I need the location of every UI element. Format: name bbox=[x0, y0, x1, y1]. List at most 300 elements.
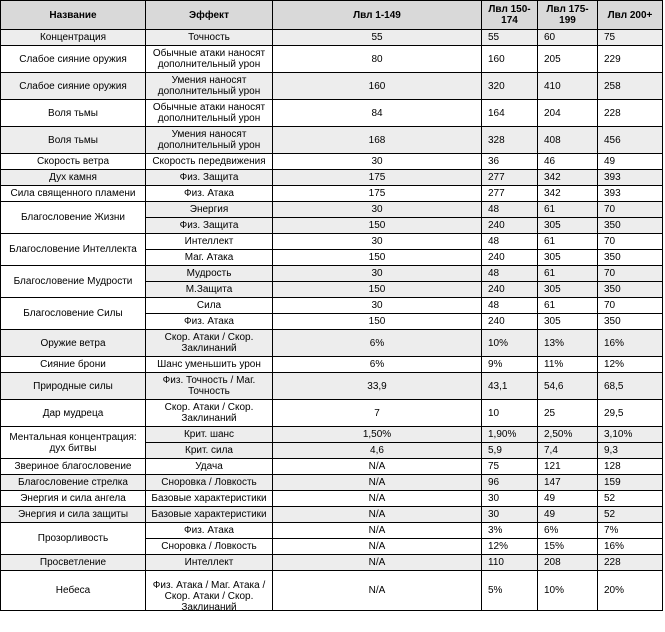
value-lvl-1-149-text: 30 bbox=[371, 204, 383, 215]
buff-effect-text: Умения наносят дополнительный урон bbox=[157, 75, 261, 97]
value-lvl-175-199 bbox=[538, 507, 598, 523]
value-lvl-150-174 bbox=[482, 507, 538, 523]
buff-name bbox=[1, 330, 146, 357]
buff-effect bbox=[146, 30, 273, 46]
value-lvl-200 bbox=[598, 170, 663, 186]
buff-name bbox=[1, 555, 146, 571]
table-row bbox=[1, 266, 663, 282]
buff-name bbox=[1, 459, 146, 475]
value-lvl-150-174-text: 75 bbox=[488, 461, 500, 472]
value-lvl-150-174 bbox=[482, 523, 538, 539]
buff-name-text: Скорость ветра bbox=[36, 156, 110, 167]
buff-name-text: Слабое сияние оружия bbox=[19, 53, 127, 65]
value-lvl-150-174-text: 12% bbox=[488, 541, 509, 552]
buff-effect-text: Физ. Атака / Маг. Атака / Скор. Атаки / Скор. Заклинаний bbox=[152, 579, 266, 613]
header-row bbox=[1, 1, 663, 30]
value-lvl-200-text: 70 bbox=[604, 300, 616, 311]
table-row bbox=[1, 459, 663, 475]
value-lvl-175-199 bbox=[538, 330, 598, 357]
value-lvl-1-149 bbox=[273, 250, 482, 266]
buff-effect-text: Энергия bbox=[189, 204, 229, 215]
value-lvl-150-174-text: 1,90% bbox=[488, 429, 517, 440]
value-lvl-150-174-text: 48 bbox=[488, 204, 500, 215]
buff-name-text: Дар мудреца bbox=[42, 407, 104, 419]
value-lvl-200-text: 70 bbox=[604, 268, 616, 279]
buff-effect bbox=[146, 491, 273, 507]
table-row bbox=[1, 46, 663, 73]
value-lvl-175-199-text: 7,4 bbox=[544, 445, 558, 456]
value-lvl-1-149 bbox=[273, 30, 482, 46]
value-lvl-150-174 bbox=[482, 186, 538, 202]
buff-effect bbox=[146, 100, 273, 127]
value-lvl-150-174-text: 160 bbox=[488, 53, 505, 65]
value-lvl-150-174-text: 5% bbox=[488, 585, 503, 596]
value-lvl-150-174-text: 240 bbox=[488, 220, 505, 231]
value-lvl-175-199-text: 11% bbox=[544, 359, 564, 370]
buff-name bbox=[1, 202, 146, 234]
value-lvl-150-174 bbox=[482, 373, 538, 400]
value-lvl-200-text: 350 bbox=[604, 252, 621, 263]
value-lvl-175-199-text: 342 bbox=[544, 172, 561, 183]
value-lvl-200 bbox=[598, 427, 663, 443]
value-lvl-200 bbox=[598, 314, 663, 330]
value-lvl-200-text: 128 bbox=[604, 461, 621, 472]
buff-name-text: Небеса bbox=[55, 585, 91, 596]
value-lvl-175-199-text: 305 bbox=[544, 316, 561, 327]
value-lvl-175-199-text: 410 bbox=[544, 80, 561, 92]
value-lvl-1-149-text: 55 bbox=[371, 32, 383, 43]
value-lvl-1-149 bbox=[273, 555, 482, 571]
buff-name-text: Звериное благословение bbox=[14, 461, 132, 472]
value-lvl-150-174-text: 36 bbox=[488, 156, 500, 167]
value-lvl-1-149 bbox=[273, 443, 482, 459]
value-lvl-150-174-text: 3% bbox=[488, 525, 503, 536]
value-lvl-175-199 bbox=[538, 46, 598, 73]
value-lvl-150-174 bbox=[482, 170, 538, 186]
value-lvl-200 bbox=[598, 186, 663, 202]
value-lvl-1-149 bbox=[273, 154, 482, 170]
value-lvl-200-text: 258 bbox=[604, 80, 621, 92]
value-lvl-200 bbox=[598, 298, 663, 314]
buff-effect bbox=[146, 186, 273, 202]
value-lvl-150-174 bbox=[482, 357, 538, 373]
buff-effect-text: Базовые характеристики bbox=[151, 493, 267, 504]
value-lvl-200-text: 12% bbox=[604, 359, 625, 370]
value-lvl-175-199-text: 204 bbox=[544, 107, 561, 119]
buff-effect-text: Умения наносят дополнительный урон bbox=[157, 129, 261, 151]
value-lvl-175-199-text: 121 bbox=[544, 461, 561, 472]
buff-effect bbox=[146, 127, 273, 154]
value-lvl-1-149-text: 30 bbox=[371, 236, 383, 247]
value-lvl-200 bbox=[598, 400, 663, 427]
buff-name bbox=[1, 427, 146, 459]
value-lvl-1-149 bbox=[273, 127, 482, 154]
value-lvl-150-174 bbox=[482, 298, 538, 314]
value-lvl-200 bbox=[598, 154, 663, 170]
value-lvl-1-149 bbox=[273, 507, 482, 523]
value-lvl-150-174-text: 10% bbox=[488, 337, 509, 349]
value-lvl-175-199-text: 46 bbox=[544, 156, 556, 167]
value-lvl-150-174 bbox=[482, 400, 538, 427]
table-row bbox=[1, 154, 663, 170]
value-lvl-1-149-text: 150 bbox=[368, 284, 386, 295]
value-lvl-1-149-text: N/A bbox=[368, 585, 386, 596]
buff-effect-text: Интеллект bbox=[184, 557, 234, 568]
value-lvl-1-149-text: 1,50% bbox=[362, 429, 392, 440]
buff-name bbox=[1, 170, 146, 186]
buff-name bbox=[1, 186, 146, 202]
value-lvl-175-199 bbox=[538, 73, 598, 100]
buff-name-text: Благословение Интеллекта bbox=[9, 244, 137, 255]
value-lvl-175-199-text: 6% bbox=[544, 525, 559, 536]
header-lvl-200: Лвл 200+ bbox=[598, 1, 663, 30]
buff-name bbox=[1, 234, 146, 266]
table-row bbox=[1, 73, 663, 100]
value-lvl-1-149 bbox=[273, 100, 482, 127]
buff-name bbox=[1, 266, 146, 298]
value-lvl-1-149 bbox=[273, 571, 482, 611]
buff-name bbox=[1, 571, 146, 611]
value-lvl-1-149-text: N/A bbox=[368, 525, 386, 536]
buff-name-text: Благословение Мудрости bbox=[13, 276, 133, 287]
value-lvl-200 bbox=[598, 491, 663, 507]
value-lvl-175-199 bbox=[538, 250, 598, 266]
buff-effect bbox=[146, 555, 273, 571]
table-body bbox=[1, 30, 663, 611]
value-lvl-175-199-text: 13% bbox=[544, 337, 565, 349]
header-lvl-1-149: Лвл 1-149 bbox=[273, 1, 482, 30]
value-lvl-150-174 bbox=[482, 555, 538, 571]
value-lvl-175-199 bbox=[538, 555, 598, 571]
value-lvl-1-149 bbox=[273, 357, 482, 373]
value-lvl-1-149-text: 6% bbox=[369, 359, 385, 370]
buff-effect-text: М.Защита bbox=[185, 284, 233, 295]
buff-effect-text: Сноровка / Ловкость bbox=[161, 541, 257, 552]
value-lvl-200 bbox=[598, 330, 663, 357]
header-name: Название bbox=[1, 1, 146, 30]
buff-effect bbox=[146, 73, 273, 100]
value-lvl-200-text: 70 bbox=[604, 236, 616, 247]
value-lvl-175-199-text: 15% bbox=[544, 541, 565, 552]
value-lvl-175-199 bbox=[538, 202, 598, 218]
buff-name bbox=[1, 127, 146, 154]
buff-name-text: Благословение стрелка bbox=[18, 477, 128, 488]
value-lvl-1-149 bbox=[273, 218, 482, 234]
buff-effect-text: Крит. сила bbox=[185, 445, 233, 456]
value-lvl-200 bbox=[598, 266, 663, 282]
value-lvl-150-174-text: 48 bbox=[488, 300, 500, 311]
buff-effect bbox=[146, 443, 273, 459]
value-lvl-200-text: 456 bbox=[604, 134, 621, 146]
value-lvl-175-199-text: 54,6 bbox=[544, 380, 564, 392]
table-row bbox=[1, 427, 663, 443]
value-lvl-200-text: 350 bbox=[604, 220, 621, 231]
value-lvl-150-174 bbox=[482, 282, 538, 298]
value-lvl-200 bbox=[598, 539, 663, 555]
value-lvl-175-199 bbox=[538, 443, 598, 459]
value-lvl-150-174-text: 164 bbox=[488, 107, 505, 119]
buff-effect-text: Скор. Атаки / Скор. Заклинаний bbox=[164, 402, 254, 424]
table-row bbox=[1, 100, 663, 127]
buff-effect-text: Физ. Атака bbox=[184, 188, 234, 199]
buff-effect-text: Обычные атаки наносят дополнительный урон bbox=[152, 48, 266, 70]
value-lvl-200-text: 9,3 bbox=[604, 445, 618, 456]
value-lvl-150-174 bbox=[482, 30, 538, 46]
value-lvl-1-149 bbox=[273, 330, 482, 357]
value-lvl-1-149 bbox=[273, 266, 482, 282]
buff-effect-text: Шанс уменьшить урон bbox=[157, 359, 261, 370]
value-lvl-150-174 bbox=[482, 73, 538, 100]
buff-name-text: Оружие ветра bbox=[40, 337, 106, 349]
value-lvl-150-174 bbox=[482, 46, 538, 73]
header-lvl-175-199: Лвл 175-199 bbox=[538, 1, 598, 30]
value-lvl-150-174 bbox=[482, 250, 538, 266]
buff-name-text: Слабое сияние оружия bbox=[19, 80, 127, 92]
value-lvl-200 bbox=[598, 443, 663, 459]
buff-effect-text: Базовые характеристики bbox=[151, 509, 267, 520]
value-lvl-150-174 bbox=[482, 127, 538, 154]
value-lvl-175-199-text: 305 bbox=[544, 220, 561, 231]
table-row bbox=[1, 202, 663, 218]
table-row bbox=[1, 523, 663, 539]
value-lvl-175-199-text: 61 bbox=[544, 268, 556, 279]
buff-name bbox=[1, 507, 146, 523]
value-lvl-175-199 bbox=[538, 234, 598, 250]
value-lvl-200-text: 393 bbox=[604, 172, 621, 183]
value-lvl-200 bbox=[598, 234, 663, 250]
buff-effect bbox=[146, 459, 273, 475]
table-row bbox=[1, 555, 663, 571]
buff-name-text: Природные силы bbox=[33, 380, 113, 392]
table-row bbox=[1, 170, 663, 186]
value-lvl-1-149-text: N/A bbox=[368, 493, 386, 504]
buff-effect bbox=[146, 202, 273, 218]
value-lvl-200 bbox=[598, 571, 663, 611]
value-lvl-1-149 bbox=[273, 459, 482, 475]
buff-name-text: Энергия и сила ангела bbox=[20, 493, 126, 504]
value-lvl-175-199-text: 2,50% bbox=[544, 429, 573, 440]
value-lvl-200-text: 229 bbox=[604, 53, 621, 65]
value-lvl-1-149 bbox=[273, 400, 482, 427]
value-lvl-175-199 bbox=[538, 427, 598, 443]
value-lvl-175-199-text: 49 bbox=[544, 493, 556, 504]
value-lvl-200 bbox=[598, 507, 663, 523]
buff-name-text: Концентрация bbox=[39, 32, 107, 43]
value-lvl-175-199-text: 305 bbox=[544, 252, 561, 263]
buff-effect bbox=[146, 154, 273, 170]
value-lvl-200-text: 228 bbox=[604, 557, 621, 568]
value-lvl-150-174-text: 240 bbox=[488, 252, 505, 263]
value-lvl-150-174 bbox=[482, 427, 538, 443]
buff-name bbox=[1, 100, 146, 127]
value-lvl-1-149 bbox=[273, 73, 482, 100]
buff-effect-text: Сила bbox=[196, 300, 222, 311]
value-lvl-175-199-text: 208 bbox=[544, 557, 561, 568]
buff-name-text: Сияние брони bbox=[40, 359, 106, 370]
value-lvl-175-199 bbox=[538, 298, 598, 314]
value-lvl-1-149-text: 160 bbox=[368, 80, 386, 92]
value-lvl-150-174 bbox=[482, 202, 538, 218]
value-lvl-1-149-text: 7 bbox=[374, 407, 380, 419]
buff-name-text: Воля тьмы bbox=[48, 134, 98, 146]
value-lvl-175-199-text: 49 bbox=[544, 509, 556, 520]
table-row bbox=[1, 330, 663, 357]
buff-name-text: Благословение Жизни bbox=[20, 212, 126, 223]
buff-effect bbox=[146, 373, 273, 400]
buff-effect bbox=[146, 250, 273, 266]
value-lvl-1-149-text: N/A bbox=[368, 509, 386, 520]
table-row bbox=[1, 357, 663, 373]
value-lvl-150-174-text: 10 bbox=[488, 407, 500, 419]
value-lvl-150-174 bbox=[482, 314, 538, 330]
value-lvl-175-199 bbox=[538, 100, 598, 127]
buff-name bbox=[1, 73, 146, 100]
buff-name bbox=[1, 46, 146, 73]
value-lvl-1-149-text: 84 bbox=[371, 107, 383, 119]
buff-name-text: Ментальная концентрация: дух битвы bbox=[9, 431, 137, 454]
value-lvl-175-199 bbox=[538, 373, 598, 400]
value-lvl-200 bbox=[598, 459, 663, 475]
value-lvl-175-199 bbox=[538, 571, 598, 611]
buff-effect bbox=[146, 282, 273, 298]
value-lvl-1-149-text: 150 bbox=[368, 220, 386, 231]
value-lvl-1-149-text: 33,9 bbox=[367, 380, 387, 392]
value-lvl-175-199-text: 61 bbox=[544, 300, 556, 311]
value-lvl-1-149-text: 30 bbox=[371, 268, 383, 279]
buff-name bbox=[1, 400, 146, 427]
value-lvl-1-149-text: 150 bbox=[368, 316, 386, 327]
value-lvl-200-text: 16% bbox=[604, 541, 625, 552]
value-lvl-200 bbox=[598, 30, 663, 46]
value-lvl-175-199-text: 61 bbox=[544, 236, 556, 247]
value-lvl-150-174 bbox=[482, 218, 538, 234]
value-lvl-150-174 bbox=[482, 443, 538, 459]
value-lvl-175-199 bbox=[538, 282, 598, 298]
value-lvl-175-199-text: 147 bbox=[544, 477, 561, 488]
value-lvl-175-199 bbox=[538, 459, 598, 475]
buff-effect bbox=[146, 427, 273, 443]
header-lvl-150-174: Лвл 150-174 bbox=[482, 1, 538, 30]
value-lvl-200 bbox=[598, 250, 663, 266]
value-lvl-200 bbox=[598, 127, 663, 154]
value-lvl-175-199-text: 10% bbox=[544, 585, 565, 596]
buff-name-text: Благословение Силы bbox=[23, 308, 123, 319]
value-lvl-175-199 bbox=[538, 154, 598, 170]
value-lvl-150-174 bbox=[482, 491, 538, 507]
value-lvl-175-199 bbox=[538, 266, 598, 282]
buff-name bbox=[1, 491, 146, 507]
value-lvl-1-149-text: 80 bbox=[371, 53, 383, 65]
table-row bbox=[1, 491, 663, 507]
value-lvl-150-174-text: 30 bbox=[488, 493, 500, 504]
value-lvl-1-149 bbox=[273, 314, 482, 330]
value-lvl-200-text: 7% bbox=[604, 525, 619, 536]
buff-effect-text: Удача bbox=[195, 461, 223, 472]
value-lvl-175-199 bbox=[538, 218, 598, 234]
buff-effect-text: Маг. Атака bbox=[184, 252, 234, 263]
value-lvl-150-174-text: 48 bbox=[488, 236, 500, 247]
buff-effect-text: Точность bbox=[188, 32, 230, 43]
buff-effect bbox=[146, 218, 273, 234]
value-lvl-1-149-text: 4,6 bbox=[370, 445, 384, 456]
buff-effect-text: Физ. Защита bbox=[179, 172, 239, 183]
value-lvl-1-149 bbox=[273, 170, 482, 186]
buff-name-text: Прозорливость bbox=[37, 533, 109, 544]
value-lvl-175-199 bbox=[538, 30, 598, 46]
value-lvl-175-199 bbox=[538, 400, 598, 427]
table-row bbox=[1, 507, 663, 523]
value-lvl-150-174-text: 30 bbox=[488, 509, 500, 520]
value-lvl-200 bbox=[598, 73, 663, 100]
value-lvl-150-174-text: 96 bbox=[488, 477, 500, 488]
value-lvl-150-174-text: 240 bbox=[488, 284, 505, 295]
value-lvl-150-174 bbox=[482, 459, 538, 475]
value-lvl-175-199-text: 205 bbox=[544, 53, 561, 65]
value-lvl-200 bbox=[598, 282, 663, 298]
value-lvl-175-199 bbox=[538, 357, 598, 373]
value-lvl-1-149 bbox=[273, 234, 482, 250]
buff-name bbox=[1, 373, 146, 400]
buff-effect-text: Скор. Атаки / Скор. Заклинаний bbox=[164, 332, 254, 354]
value-lvl-1-149 bbox=[273, 186, 482, 202]
value-lvl-200-text: 20% bbox=[604, 585, 625, 596]
table-row bbox=[1, 127, 663, 154]
value-lvl-1-149-text: N/A bbox=[368, 541, 386, 552]
value-lvl-1-149 bbox=[273, 298, 482, 314]
value-lvl-200 bbox=[598, 475, 663, 491]
value-lvl-175-199-text: 342 bbox=[544, 188, 561, 199]
buff-effect bbox=[146, 475, 273, 491]
buff-effect bbox=[146, 234, 273, 250]
buff-name bbox=[1, 357, 146, 373]
buff-name-text: Энергия и сила защиты bbox=[17, 509, 129, 520]
value-lvl-150-174 bbox=[482, 330, 538, 357]
value-lvl-200-text: 228 bbox=[604, 107, 621, 119]
buff-effect-text: Физ. Защита bbox=[179, 220, 239, 231]
value-lvl-175-199 bbox=[538, 314, 598, 330]
buff-effect bbox=[146, 330, 273, 357]
buff-effect bbox=[146, 298, 273, 314]
value-lvl-1-149-text: 30 bbox=[371, 156, 383, 167]
value-lvl-1-149-text: 30 bbox=[371, 300, 383, 311]
buff-effect-text: Интеллект bbox=[184, 236, 234, 247]
table-row bbox=[1, 186, 663, 202]
value-lvl-1-149 bbox=[273, 282, 482, 298]
buff-effect-text: Мудрость bbox=[186, 268, 232, 279]
value-lvl-200-text: 49 bbox=[604, 156, 616, 167]
value-lvl-150-174 bbox=[482, 571, 538, 611]
value-lvl-1-149 bbox=[273, 523, 482, 539]
value-lvl-150-174 bbox=[482, 539, 538, 555]
value-lvl-1-149-text: 6% bbox=[369, 337, 385, 349]
value-lvl-200-text: 16% bbox=[604, 337, 625, 349]
value-lvl-175-199-text: 305 bbox=[544, 284, 561, 295]
buff-effect-text: Физ. Атака bbox=[184, 316, 234, 327]
value-lvl-175-199-text: 25 bbox=[544, 407, 556, 419]
value-lvl-175-199 bbox=[538, 186, 598, 202]
buff-name bbox=[1, 475, 146, 491]
value-lvl-150-174 bbox=[482, 100, 538, 127]
value-lvl-1-149 bbox=[273, 539, 482, 555]
value-lvl-200-text: 159 bbox=[604, 477, 621, 488]
value-lvl-200 bbox=[598, 218, 663, 234]
value-lvl-1-149 bbox=[273, 46, 482, 73]
buff-effect-text: Физ. Атака bbox=[184, 525, 234, 536]
value-lvl-175-199-text: 60 bbox=[544, 32, 556, 43]
value-lvl-150-174-text: 277 bbox=[488, 172, 505, 183]
value-lvl-200 bbox=[598, 202, 663, 218]
value-lvl-175-199-text: 61 bbox=[544, 204, 556, 215]
